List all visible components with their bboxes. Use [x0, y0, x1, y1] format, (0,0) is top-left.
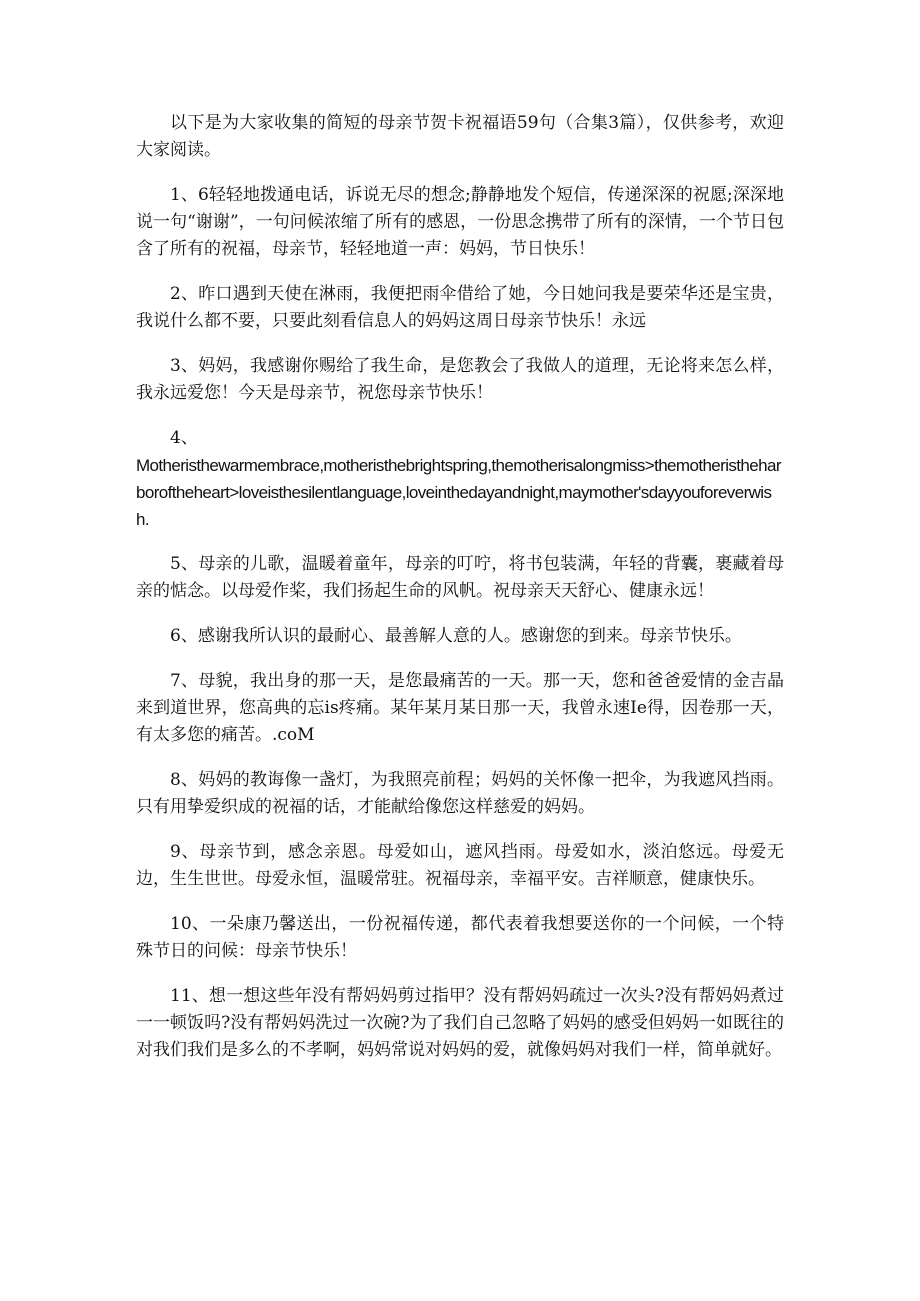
wish-paragraph-1: 1、6轻轻地拨通电话，诉说无尽的想念;静静地发个短信，传递深深的祝愿;深深地说一句“谢谢”，一句问候浓缩了所有的感恩，一份思念携带了所有的深情，一个节日包含了所有的祝福，母亲节，轻轻地道一声：妈妈，节日快乐！ — [136, 185, 784, 259]
wish-paragraph-3: 3、妈妈，我感谢你赐给了我生命，是您教会了我做人的道理，无论将来怎么样，我永远爱您！今天是母亲节，祝您母亲节快乐！ — [136, 356, 784, 403]
intro-paragraph: 以下是为大家收集的简短的母亲节贺卡祝福语59句（合集3篇），仅供参考，欢迎大家阅读。 — [136, 113, 784, 160]
wish-paragraph-8: 8、妈妈的教诲像一盏灯，为我照亮前程；妈妈的关怀像一把伞，为我遮风挡雨。只有用挚爱织成的祝福的话，才能献给像您这样慈爱的妈妈。 — [136, 770, 784, 817]
wish-paragraph-7: 7、母貌，我出身的那一天，是您最痛苦的一天。那一天，您和爸爸爱情的金吉晶来到道世界，您高典的忘is疼痛。某年某月某日那一天，我曾永速Ie得，因卷那一天，有太多您的痛苦。.coM — [136, 671, 784, 745]
wish-paragraph-5: 5、母亲的儿歌，温暖着童年，母亲的叮咛，将书包装满，年轻的背囊，裹藏着母亲的惦念。以母爱作桨，我们扬起生命的风帆。祝母亲天天舒心、健康永远！ — [136, 554, 784, 601]
wish-paragraph-4-english: Motheristhewarmembrace,motheristhebrightspring,themotherisalongmiss>themotheristheharboroftheheart>loveisthesilentlanguage,loveinthedayandnight,maymother'sdayyouforeverwish. — [136, 456, 781, 529]
wish-paragraph-6: 6、感谢我所认识的最耐心、最善解人意的人。感谢您的到来。母亲节快乐。 — [170, 626, 742, 646]
wish-paragraph-10: 10、一朵康乃馨送出，一份祝福传递，都代表着我想要送你的一个问候，一个特殊节日的问候：母亲节快乐！ — [136, 914, 784, 961]
wish-paragraph-2: 2、昨口遇到天使在淋雨，我便把雨伞借给了她，今日她问我是要荣华还是宝贵，我说什么都不要，只要此刻看信息人的妈妈这周日母亲节快乐！永远 — [136, 284, 784, 331]
wish-paragraph-4-number: 4、 — [170, 428, 198, 448]
wish-paragraph-11: 11、想一想这些年没有帮妈妈剪过指甲？没有帮妈妈疏过一次头?没有帮妈妈煮过一一顿饭吗?没有帮妈妈洗过一次碗?为了我们自己忽略了妈妈的感受但妈妈一如既往的对我们我们是多么的不孝啊，妈妈常说对妈妈的爱，就像妈妈对我们一样，简单就好。 — [136, 986, 784, 1060]
wish-paragraph-9: 9、母亲节到，感念亲恩。母爱如山，遮风挡雨。母爱如水，淡泊悠远。母爱无边，生生世世。母爱永恒，温暖常驻。祝福母亲，幸福平安。吉祥顺意，健康快乐。 — [136, 842, 784, 889]
document-body — [136, 110, 784, 1082]
